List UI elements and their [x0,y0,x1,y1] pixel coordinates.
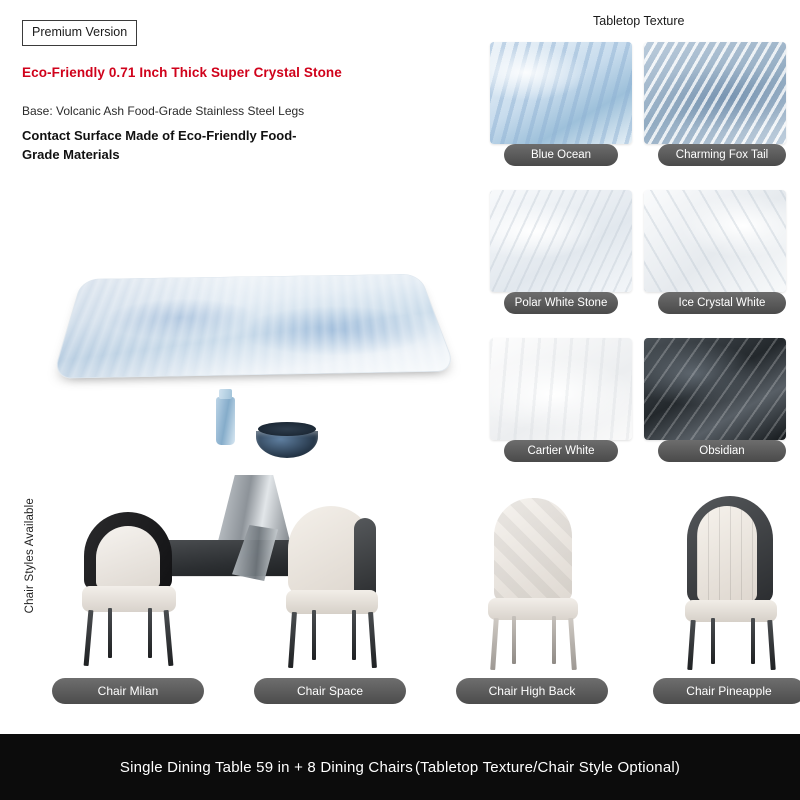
footer-caption [0,734,800,800]
chair-leg [84,610,94,666]
chair-armrest [354,518,376,598]
footer-sub-text: (Tabletop Texture/Chair Style Optional) [414,758,681,776]
chair-leg [751,618,755,664]
chair-styles-side-label: Chair Styles Available [24,498,36,614]
chair-back-cushion [697,506,757,602]
chair-back-cushion [96,526,160,588]
chair-seat [82,586,176,612]
chair-leg [568,618,577,670]
chair-leg [148,608,152,658]
chair-leg [552,616,556,664]
chair-card-milan[interactable] [38,492,218,704]
chair-card-high-back[interactable] [442,492,622,704]
dining-table-image [18,175,478,475]
chair-label-milan: Chair Milan [52,678,204,704]
footer-bar [0,734,800,800]
tabletop-surface [52,274,457,379]
chair-leg [512,616,516,664]
chair-label-space: Chair Space [254,678,406,704]
texture-label-obsidian: Obsidian [658,440,786,462]
texture-label-cartier-white: Cartier White [504,440,618,462]
chair-styles-section [18,492,788,714]
chair-leg [767,620,775,670]
decor-bowl [256,431,318,458]
chair-leg [711,618,715,664]
texture-fill [490,42,632,144]
chair-seat [685,600,777,622]
chair-label-high-back: Chair High Back [456,678,608,704]
texture-label-polar-white-stone: Polar White Stone [504,292,618,314]
base-description-text: Base: Volcanic Ash Food-Grade Stainless Steel Legs [22,104,305,118]
texture-label-blue-ocean: Blue Ocean [504,144,618,166]
chair-leg [490,618,499,670]
texture-fill [644,42,786,144]
texture-swatch-charming-fox-tail[interactable] [644,42,786,144]
texture-fill [644,338,786,440]
texture-fill [644,190,786,292]
texture-swatch-blue-ocean[interactable] [490,42,632,144]
chair-label-pineapple: Chair Pineapple [653,678,800,704]
chair-backrest [494,498,572,602]
texture-label-ice-crystal-white: Ice Crystal White [658,292,786,314]
footer-main-text: Single Dining Table 59 in + 8 Dining Chairs [119,758,413,776]
texture-swatch-obsidian[interactable] [644,338,786,440]
chair-card-pineapple[interactable] [639,492,800,704]
chair-card-space[interactable] [240,492,420,704]
chair-space-illustration [240,492,420,672]
chair-milan-illustration [38,492,218,672]
chair-leg [288,612,297,668]
premium-version-badge: Premium Version [22,20,137,46]
texture-swatch-ice-crystal-white[interactable] [644,190,786,292]
chair-seat [286,590,378,614]
chair-leg [108,608,112,658]
chair-leg [368,612,377,668]
decor-vase [216,397,235,445]
chair-leg [352,610,356,660]
chair-leg [687,620,695,670]
texture-label-charming-fox-tail: Charming Fox Tail [658,144,786,166]
texture-fill [490,190,632,292]
chair-leg [312,610,316,660]
chair-high-back-illustration [442,492,622,672]
headline-text: Eco-Friendly 0.71 Inch Thick Super Crystal Stone [22,65,342,80]
chair-pineapple-illustration [639,492,800,672]
texture-swatch-polar-white-stone[interactable] [490,190,632,292]
tabletop-texture-heading: Tabletop Texture [593,14,685,28]
texture-swatch-cartier-white[interactable] [490,338,632,440]
chair-seat [488,598,578,620]
chair-leg [164,610,174,666]
contact-surface-text: Contact Surface Made of Eco-Friendly Food-Grade Materials [22,128,297,162]
texture-fill [490,338,632,440]
